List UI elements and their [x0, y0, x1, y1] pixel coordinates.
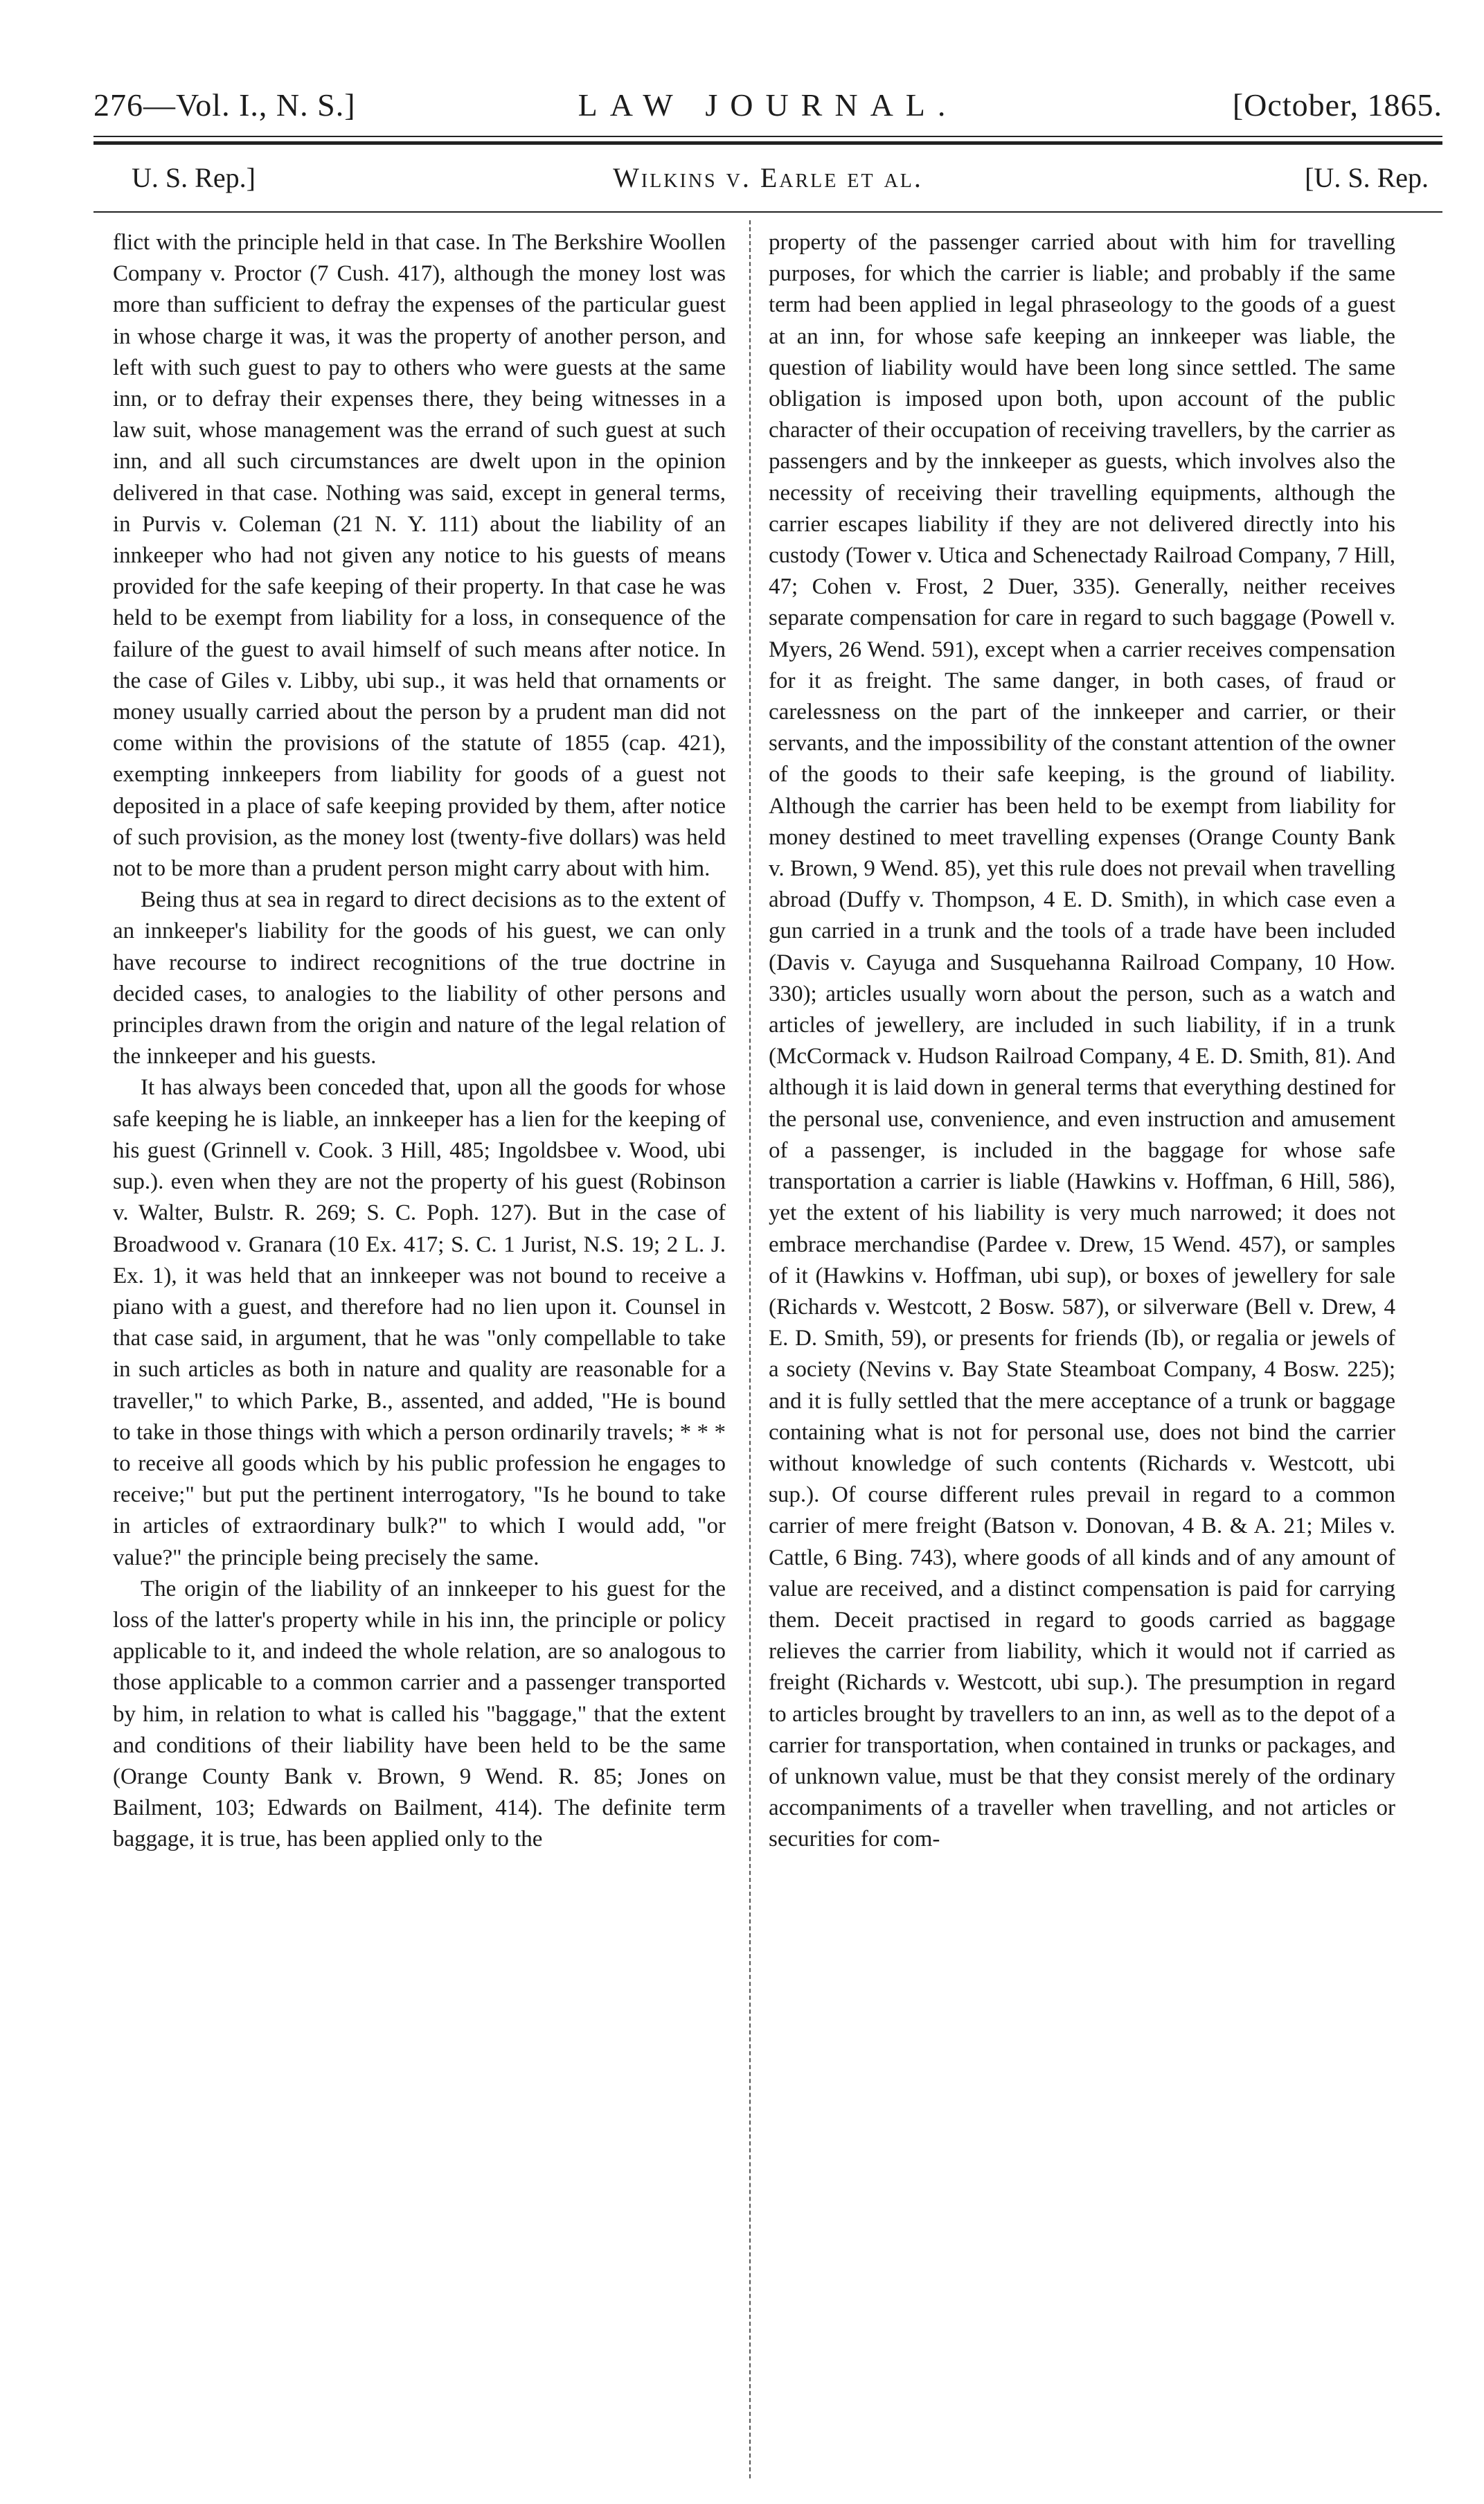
paragraph: property of the passenger carried about with him for travelling purposes, for which the carrier is liable; and probably if the same term had been applied in legal phraseology to the goods of a guest at an inn, for whose safe keeping an innkeeper was liable, the question of liability would have been long since settled. The same obligation is imposed upon both, upon account of the public character of their occupation of receiving travellers, by the carrier as passengers and by the innkeeper as guests, which involves also the necessity of receiving their travelling equipments, although the carrier escapes liability if they are not delivered directly into his custody (Tower v. Utica and Schenectady Railroad Company, 7 Hill, 47; Cohen v. Frost, 2 Duer, 335). Generally, neither receives separate compensation for care in regard to such baggage (Powell v. Myers, 26 Wend. 591), except when a carrier receives compensation for it as freight. The same danger, in both cases, of fraud or carelessness on the part of the innkeeper and carrier, or their servants, and the impossibility of the constant attention of the owner of the goods to their safe keeping, is the ground of liability. Although the carrier has been held to be exempt from liability for money destined to meet travelling expenses (Orange County Bank v. Brown, 9 Wend. 85), yet this rule does not prevail when travelling abroad (Duffy v. Thompson, 4 E. D. Smith), in which case even a gun carried in a trunk and the tools of a trade have been included (Davis v. Cayuga and Susquehanna Railroad Company, 10 How. 330); articles usually worn about the person, such as a watch and articles of jewellery, are included in such liability, if in a trunk (McCormack v. Hudson Railroad Company, 4 E. D. Smith, 81). And although it is laid down in general terms that everything destined for the personal use, convenience, and even instruction and amusement of a passenger, is included in the baggage for whose safe transportation a carrier is liable (Hawkins v. Hoffman, 6 Hill, 586), yet the extent of his liability is very much narrowed; it does not embrace merchandise (Pardee v. Drew, 15 Wend. 457), or samples of it (Hawkins v. Hoffman, ubi sup), or boxes of jewellery for sale (Richards v. Westcott, 2 Bosw. 587), or silverware (Bell v. Drew, 4 E. D. Smith, 59), or presents for friends (Ib), or regalia or jewels of a society (Nevins v. Bay State Steamboat Company, 4 Bosw. 225); and it is fully settled that the mere acceptance of a trunk or baggage containing what is not for personal use, does not bind the carrier without knowledge of such contents (Richards v. Westcott, ubi sup.). Of course different rules prevail in regard to a common carrier of mere freight (Batson v. Donovan, 4 B. & A. 21; Miles v. Cattle, 6 Bing. 743), where goods of all kinds and of any amount of value are received, and a distinct compensation is paid for carrying them. Deceit practised in regard to goods carried as baggage relieves the carrier from liability, which it would not if carried as freight (Richards v. Westcott, ubi sup.). The presumption in regard to articles brought by travellers to an inn, as well as to the depot of a carrier for transportation, when contained in trunks or packages, and of unknown value, must be that they consist merely of the ordinary accompaniments of a traveller when travelling, and not articles or securities for com-	[769, 230, 1395, 1852]
header-rule-thick	[93, 141, 1442, 145]
right-column	[769, 227, 1395, 2465]
volume-label: 276—Vol. I., N. S.]	[93, 87, 356, 123]
column-divider	[749, 220, 751, 2478]
report-label-left: U. S. Rep.]	[132, 162, 256, 193]
report-label-right: [U. S. Rep.	[1305, 162, 1429, 193]
running-header	[93, 78, 1442, 133]
issue-date: [October, 1865.	[1232, 87, 1442, 123]
paragraph: flict with the principle held in that case. In The Berkshire Woollen Company v. Proctor (7 Cush. 417), although the money lost was more than sufficient to defray the expenses of the particular guest in whose charge it was, it was the property of another person, and left with such guest to pay to others who were guests at the same inn, or to defray their expenses there, they being witnesses in a law suit, whose management was the errand of such guest at such inn, and all such circumstances are dwelt upon in the opinion delivered in that case. Nothing was said, except in general terms, in Purvis v. Coleman (21 N. Y. 111) about the liability of an innkeeper who had not given any notice to his guests of means provided for the safe keeping of their property. In that case he was held to be exempt from liability for a loss, in consequence of the failure of the guest to avail himself of such means after notice. In the case of Giles v. Libby, ubi sup., it was held that ornaments or money usually carried about the person by a prudent man did not come within the provisions of the statute of 1855 (cap. 421), exempting innkeepers from liability for goods of a guest not deposited in a place of safe keeping provided by them, after notice of such provision, as the money lost (twenty-five dollars) was held not to be more than a prudent person might carry about with him.	[113, 230, 726, 882]
paragraph: The origin of the liability of an innkeeper to his guest for the loss of the latter's property while in his inn, the principle or policy applicable to it, and indeed the whole relation, are so analogous to those applicable to a common carrier and a passenger transported by him, in relation to what is called his "baggage," that the extent and conditions of their liability have been held to be the same (Orange County Bank v. Brown, 9 Wend. R. 85; Jones on Bailment, 103; Edwards on Bailment, 414). The definite term baggage, it is true, has been applied only to the	[113, 1576, 726, 1852]
journal-title: LAW JOURNAL.	[578, 87, 958, 123]
left-column	[113, 227, 726, 2465]
paragraph: Being thus at sea in regard to direct decisions as to the extent of an innkeeper's liability for the goods of his guest, we can only have recourse to indirect recognitions of the true doctrine in decided cases, to analogies to the liability of other persons and principles drawn from the origin and nature of the legal relation of the innkeeper and his guests.	[113, 887, 726, 1069]
case-title: Wilkins v. Earle et al.	[613, 162, 923, 193]
paragraph: It has always been conceded that, upon all the goods for whose safe keeping he is liable, an innkeeper has a lien for the keeping of his guest (Grinnell v. Cook. 3 Hill, 485; Ingoldsbee v. Wood, ubi sup.). even when they are not the property of his guest (Robinson v. Walter, Bulstr. R. 269; S. C. Poph. 127). But in the case of Broadwood v. Granara (10 Ex. 417; S. C. 1 Jurist, N.S. 19; 2 L. J. Ex. 1), it was held that an innkeeper was not bound to receive a piano with a guest, and therefore had no lien upon it. Counsel in that case said, in argument, that he was "only compellable to take in such articles as both in nature and quality are reasonable for a traveller," to which Parke, B., assented, and added, "He is bound to take in those things with which a person ordinarily travels; * * * to receive all goods which by his public profession he engages to receive;" but put the pertinent interrogatory, "Is he bound to take in articles of extraordinary bulk?" to which I would add, "or value?" the principle being precisely the same.	[113, 1075, 726, 1570]
header-rule-thin	[93, 136, 1442, 137]
case-header-rule	[93, 211, 1442, 213]
case-header	[93, 154, 1442, 202]
